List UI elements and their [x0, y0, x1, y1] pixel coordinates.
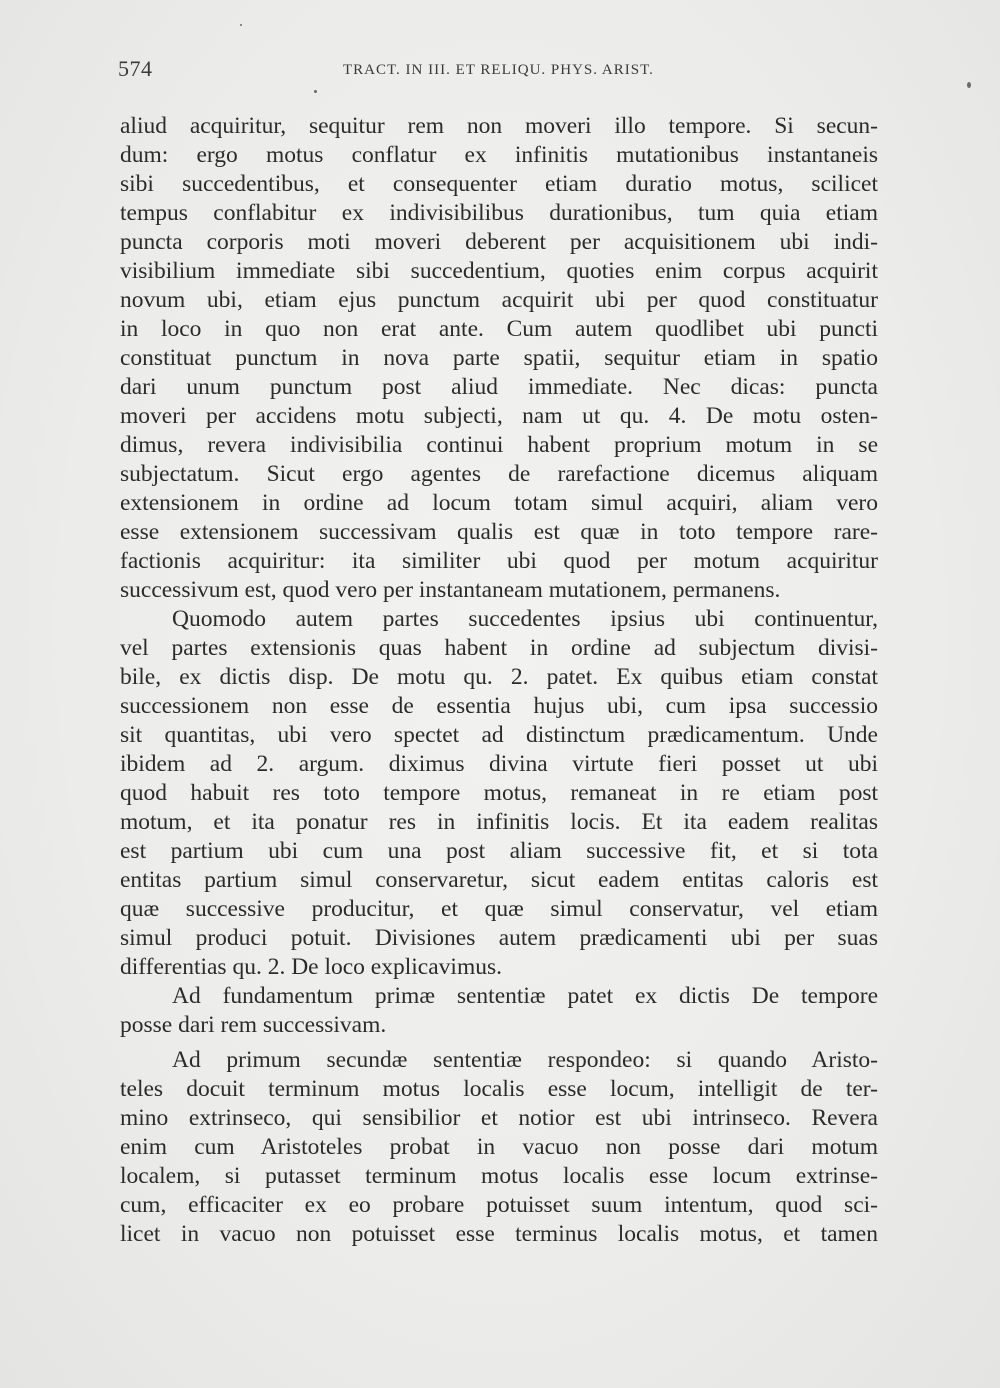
text-line: successivum est, quod vero per instantaneam mutationem, permanens.	[120, 577, 781, 603]
text-line: aliud acquiritur, sequitur rem non moveri illo tempore. Si secun-	[120, 113, 878, 139]
text-line: quod habuit res toto tempore motus, remaneat in re etiam post	[120, 780, 878, 806]
text-line: simul produci potuit. Divisiones autem prædicamenti ubi per suas	[120, 925, 878, 951]
text-line: mino extrinseco, qui sensibilior et notior est ubi intrinseco. Revera	[120, 1105, 878, 1131]
paragraph-start-line: Quomodo autem partes succedentes ipsius ubi continuentur,	[172, 606, 878, 632]
text-line: sit quantitas, ubi vero spectet ad distinctum prædicamentum. Unde	[120, 722, 878, 748]
text-line: entitas partium simul conservaretur, sicut eadem entitas caloris est	[120, 867, 878, 893]
text-line: tempus conflabitur ex indivisibilibus durationibus, tum quia etiam	[120, 200, 878, 226]
text-line: esse extensionem successivam qualis est quæ in toto tempore rare-	[120, 519, 878, 545]
text-line: teles docuit terminum motus localis esse locum, intelligit de ter-	[120, 1076, 878, 1102]
text-line: successionem non esse de essentia hujus ubi, cum ipsa successio	[120, 693, 878, 719]
running-title: TRACT. IN III. ET RELIQU. PHYS. ARIST.	[343, 62, 654, 78]
text-line: subjectatum. Sicut ergo agentes de rarefactione dicemus aliquam	[120, 461, 878, 487]
paper-speck	[240, 24, 242, 26]
text-line: sibi succedentibus, et consequenter etiam duratio motus, scilicet	[120, 171, 878, 197]
paragraph-start-line: Ad fundamentum primæ sententiæ patet ex dictis De tempore	[172, 983, 878, 1009]
text-line: dimus, revera indivisibilia continui habent proprium motum in se	[120, 432, 878, 458]
text-line: bile, ex dictis disp. De motu qu. 2. patet. Ex quibus etiam constat	[120, 664, 878, 690]
text-line: extensionem in ordine ad locum totam simul acquiri, aliam vero	[120, 490, 878, 516]
text-line: novum ubi, etiam ejus punctum acquirit ubi per quod constituatur	[120, 287, 878, 313]
text-line: dari unum punctum post aliud immediate. Nec dicas: puncta	[120, 374, 878, 400]
text-line: est partium ubi cum una post aliam successive fit, et si tota	[120, 838, 878, 864]
text-line: vel partes extensionis quas habent in ordine ad subjectum divisi-	[120, 635, 878, 661]
page-number: 574	[118, 56, 153, 81]
text-line: puncta corporis moti moveri deberent per acquisitionem ubi indi-	[120, 229, 878, 255]
text-line: moveri per accidens motu subjecti, nam ut qu. 4. De motu osten-	[120, 403, 878, 429]
text-line: ibidem ad 2. argum. diximus divina virtute fieri posset ut ubi	[120, 751, 878, 777]
text-line: enim cum Aristoteles probat in vacuo non posse dari motum	[120, 1134, 878, 1160]
text-line: cum, efficaciter ex eo probare potuisset suum intentum, quod sci-	[120, 1192, 878, 1218]
text-line: in loco in quo non erat ante. Cum autem quodlibet ubi puncti	[120, 316, 878, 342]
page-header	[118, 56, 878, 86]
paper-speck	[314, 90, 317, 93]
text-line: visibilium immediate sibi succedentium, quoties enim corpus acquirit	[120, 258, 878, 284]
text-line: differentias qu. 2. De loco explicavimus.	[120, 954, 502, 980]
text-line: licet in vacuo non potuisset esse terminus localis motus, et tamen	[120, 1221, 878, 1247]
text-line: dum: ergo motus conflatur ex infinitis mutationibus instantaneis	[120, 142, 878, 168]
body-text	[120, 112, 878, 1249]
paper-speck	[967, 82, 971, 88]
text-line: constituat punctum in nova parte spatii, sequitur etiam in spatio	[120, 345, 878, 371]
text-line: motum, et ita ponatur res in infinitis locis. Et ita eadem realitas	[120, 809, 878, 835]
text-line: posse dari rem successivam.	[120, 1012, 387, 1038]
text-line: quæ successive producitur, et quæ simul conservatur, vel etiam	[120, 896, 878, 922]
text-line: factionis acquiritur: ita similiter ubi quod per motum acquiritur	[120, 548, 878, 574]
text-line: localem, si putasset terminum motus localis esse locum extrinse-	[120, 1163, 878, 1189]
paragraph-start-line: Ad primum secundæ sententiæ respondeo: si quando Aristo-	[172, 1047, 878, 1073]
